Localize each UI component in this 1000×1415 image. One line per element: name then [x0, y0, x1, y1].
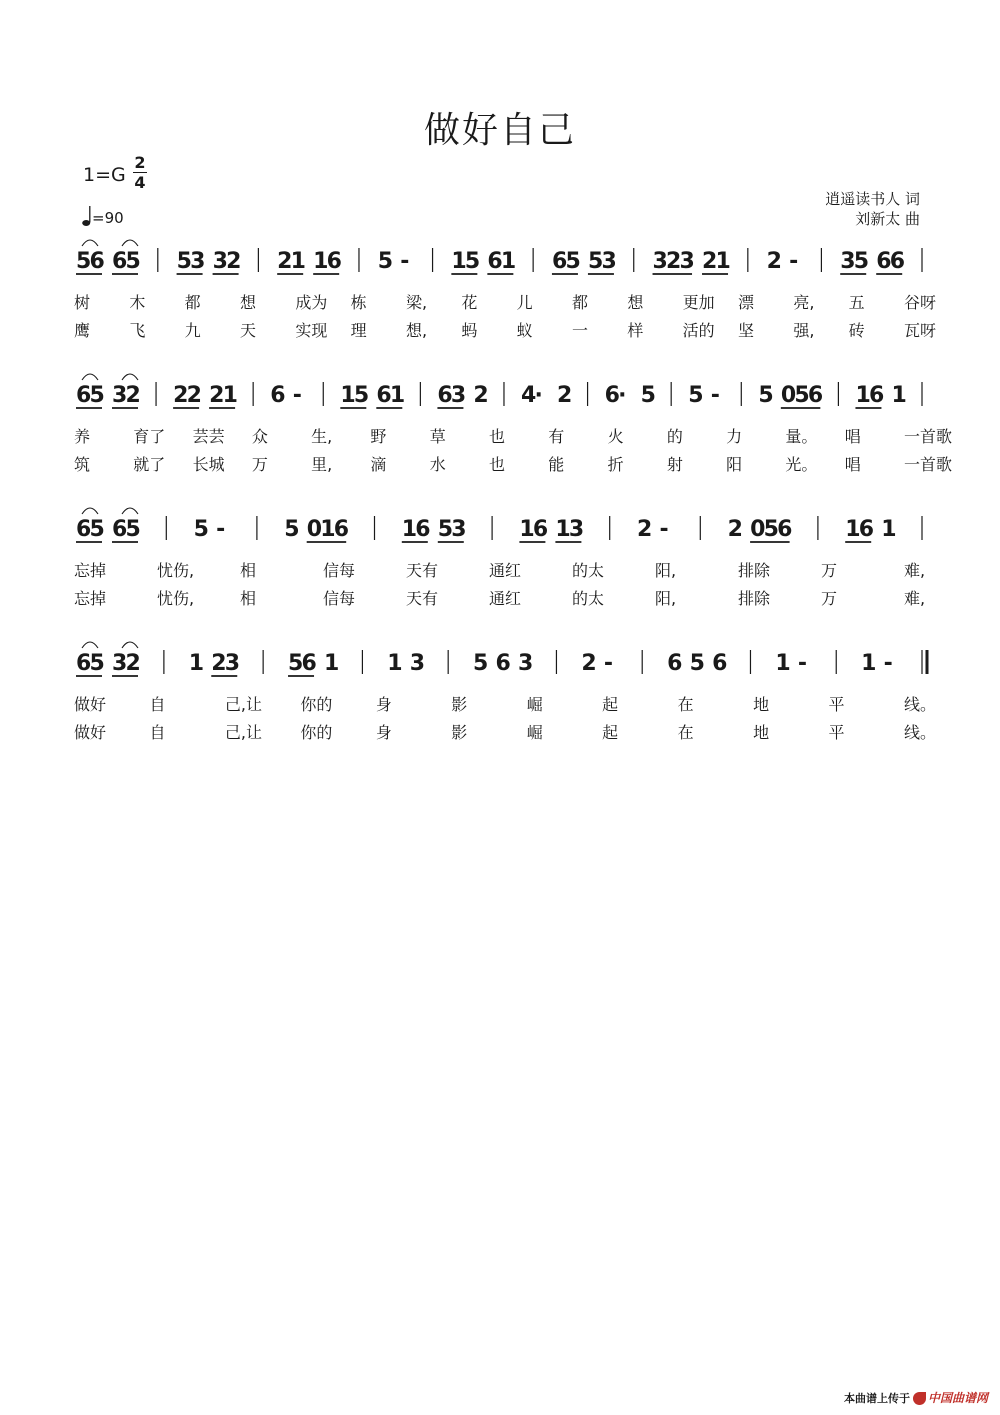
- lyric-syllable: 在: [677, 695, 694, 714]
- note-glyph: 6: [712, 651, 728, 676]
- site-logo-icon: [913, 1392, 926, 1405]
- lyric-syllable: 排除: [738, 589, 771, 608]
- note-glyph: 6: [437, 383, 453, 408]
- note-glyph: 6: [270, 383, 286, 408]
- lyric-syllable: 想: [240, 293, 257, 312]
- lyric-syllable: 崛: [526, 723, 543, 742]
- note-glyph: 5: [176, 249, 192, 274]
- note-glyph: 6: [76, 383, 92, 408]
- note-glyph: 5: [125, 249, 141, 274]
- lyric-syllable: 育了: [133, 427, 166, 446]
- lyric-syllable: 排除: [738, 561, 771, 580]
- lyric-syllable: 平: [828, 723, 845, 742]
- slur-arc: [82, 240, 98, 246]
- note-glyph: 2: [581, 651, 597, 676]
- lyric-syllable: 忘掉: [74, 589, 107, 608]
- note-glyph: 5: [89, 651, 105, 676]
- lyric-syllable: 木: [129, 293, 146, 312]
- note-glyph: 1: [891, 383, 907, 408]
- note-glyph: 6: [112, 517, 128, 542]
- lyric-syllable: 众: [251, 427, 268, 446]
- lyric-syllable: 一: [572, 321, 589, 340]
- lyric-syllable: 草: [429, 427, 446, 446]
- lyric-syllable: 也: [489, 455, 506, 474]
- note-glyph: 1: [188, 651, 205, 676]
- note-glyph: 3: [224, 651, 241, 676]
- lyric-syllable: 光。: [785, 455, 818, 474]
- note-glyph: 6: [326, 249, 342, 274]
- note-glyph: -: [400, 249, 410, 274]
- lyric-syllable: 野: [370, 427, 387, 446]
- footer-credit: [844, 1389, 988, 1406]
- note-glyph: 2: [277, 249, 293, 274]
- lyric-syllable: 相: [240, 561, 257, 580]
- lyric-syllable: 更加: [682, 293, 715, 312]
- note-glyph: 3: [601, 249, 617, 274]
- lyric-syllable: 滴: [370, 455, 387, 474]
- note-glyph: 5: [758, 383, 774, 408]
- note-glyph: -: [216, 517, 226, 542]
- note-glyph: 6: [487, 249, 503, 274]
- note-glyph: 6: [415, 517, 431, 542]
- note-glyph: 6: [876, 249, 892, 274]
- note-glyph: 3: [112, 651, 128, 676]
- slur-arc: [82, 642, 98, 648]
- note-glyph: -: [883, 651, 893, 676]
- note-glyph: 5: [353, 383, 370, 408]
- lyric-syllable: 万: [821, 561, 838, 580]
- note-glyph: 1: [500, 249, 517, 274]
- note-glyph: -: [797, 651, 807, 676]
- lyric-syllable: 有: [548, 427, 565, 446]
- note-glyph: 1: [222, 383, 238, 408]
- note-glyph: ·: [618, 383, 627, 408]
- note-glyph: 6: [777, 517, 793, 542]
- note-glyph: 3: [409, 651, 426, 676]
- lyric-syllable: 活的: [682, 321, 715, 340]
- note-glyph: 3: [112, 383, 128, 408]
- lyric-syllable: 就了: [133, 455, 166, 474]
- note-glyph: 1: [775, 651, 791, 676]
- note-glyph: 3: [451, 517, 467, 542]
- note-glyph: 3: [518, 651, 534, 676]
- note-glyph: 1: [313, 249, 329, 274]
- lyric-syllable: 的: [666, 427, 683, 446]
- lyric-syllable: 射: [666, 455, 683, 474]
- lyric-syllable: 筑: [74, 455, 91, 474]
- lyric-syllable: 地: [753, 723, 770, 742]
- key-signature: 1=G: [83, 164, 126, 186]
- slur-arc: [122, 374, 138, 380]
- lyric-syllable: 起: [602, 695, 619, 714]
- note-glyph: 2: [186, 383, 202, 408]
- note-glyph: 5: [473, 651, 489, 676]
- lyric-syllable: 谷呀: [904, 293, 937, 312]
- note-glyph: 4: [521, 383, 537, 408]
- lyric-syllable: 自: [149, 695, 166, 714]
- note-glyph: 6: [76, 651, 92, 676]
- note-glyph: 1: [855, 383, 871, 408]
- note-glyph: 3: [679, 249, 695, 274]
- lyric-syllable: 平: [828, 695, 845, 714]
- lyric-syllable: 蚁: [516, 321, 533, 340]
- lyricist-credit: 逍遥读书人 词: [825, 190, 920, 208]
- note-glyph: 5: [794, 383, 810, 408]
- lyric-syllable: 栋: [350, 293, 367, 312]
- lyric-syllable: 坚: [738, 321, 755, 340]
- note-glyph: 2: [473, 383, 489, 408]
- note-glyph: 6: [604, 383, 620, 408]
- lyric-syllable: 养: [74, 427, 91, 446]
- note-glyph: 6: [333, 517, 350, 542]
- note-glyph: 5: [587, 249, 604, 274]
- lyric-syllable: 做好: [74, 695, 107, 714]
- lyric-syllable: 地: [753, 695, 770, 714]
- note-glyph: 2: [727, 517, 743, 542]
- note-glyph: 1: [845, 517, 861, 542]
- lyric-syllable: 通红: [489, 561, 522, 580]
- note-glyph: 6: [667, 651, 683, 676]
- lyric-syllable: 身: [375, 723, 392, 742]
- lyric-syllable: 力: [726, 427, 743, 446]
- note-glyph: -: [789, 249, 799, 274]
- composer-credit: 刘新太 曲: [855, 210, 920, 228]
- note-glyph: -: [292, 383, 302, 408]
- lyric-syllable: 在: [677, 723, 694, 742]
- slur-arc: [122, 508, 138, 514]
- note-glyph: 2: [226, 249, 242, 274]
- lyric-syllable: 折: [607, 455, 624, 474]
- note-glyph: 5: [89, 517, 105, 542]
- tempo-value: =90: [92, 209, 124, 227]
- note-glyph: 2: [125, 383, 141, 408]
- lyric-syllable: 成为: [295, 293, 328, 312]
- lyric-syllable: 崛: [526, 695, 543, 714]
- lyric-syllable: 忘掉: [74, 561, 107, 580]
- note-glyph: 2: [766, 249, 782, 274]
- note-glyph: 1: [389, 383, 406, 408]
- lyric-syllable: 里,: [311, 455, 333, 474]
- lyric-syllable: 唱: [844, 455, 861, 474]
- note-glyph: 2: [557, 383, 573, 408]
- note-glyph: 1: [324, 651, 340, 676]
- note-glyph: 2: [666, 249, 682, 274]
- note-glyph: 2: [209, 383, 225, 408]
- note-glyph: 6: [112, 249, 128, 274]
- lyric-syllable: 样: [627, 321, 644, 340]
- note-glyph: 3: [450, 383, 467, 408]
- note-glyph: 5: [284, 517, 300, 542]
- lyric-syllable: 做好: [74, 723, 107, 742]
- lyric-syllable: 都: [572, 293, 589, 312]
- note-glyph: 5: [377, 249, 394, 274]
- lyric-syllable: 万: [251, 455, 268, 474]
- slur-arc: [122, 240, 138, 246]
- note-glyph: 0: [780, 383, 797, 408]
- note-glyph: -: [710, 383, 720, 408]
- lyric-syllable: 树: [74, 293, 91, 312]
- lyric-syllable: 通红: [489, 589, 522, 608]
- note-glyph: 6: [376, 383, 392, 408]
- lyric-syllable: 蚂: [461, 321, 478, 340]
- lyric-syllable: 亮,: [793, 293, 815, 312]
- lyric-syllable: 身: [375, 695, 392, 714]
- note-glyph: 1: [387, 651, 403, 676]
- lyric-syllable: 阳: [726, 455, 743, 474]
- note-glyph: 2: [637, 517, 653, 542]
- lyric-syllable: 线。: [904, 723, 937, 742]
- note-glyph: 1: [715, 249, 731, 274]
- note-glyph: -: [659, 517, 669, 542]
- note-glyph: 5: [288, 651, 304, 676]
- lyric-syllable: 五: [848, 293, 865, 312]
- note-glyph: ·: [534, 383, 543, 408]
- slur-arc: [82, 374, 98, 380]
- lyric-syllable: 阳,: [655, 561, 677, 580]
- lyric-syllable: 的太: [572, 561, 605, 580]
- time-signature-bottom: 4: [134, 173, 146, 192]
- lyric-syllable: 火: [607, 427, 624, 446]
- note-glyph: 2: [211, 651, 227, 676]
- note-glyph: 1: [519, 517, 535, 542]
- note-glyph: 0: [750, 517, 766, 542]
- note-glyph: 6: [532, 517, 549, 542]
- lyric-syllable: 己,让: [224, 723, 263, 742]
- lyric-syllable: 影: [451, 695, 468, 714]
- lyric-syllable: 长城: [192, 455, 225, 474]
- note-glyph: 5: [853, 249, 870, 274]
- note-glyph: 5: [437, 517, 454, 542]
- note-glyph: 1: [320, 517, 336, 542]
- lyric-syllable: 自: [149, 723, 166, 742]
- note-glyph: 2: [173, 383, 189, 408]
- note-glyph: 1: [861, 651, 877, 676]
- lyric-syllable: 你的: [300, 695, 333, 714]
- lyric-syllable: 想,: [406, 321, 428, 340]
- note-glyph: -: [603, 651, 613, 676]
- note-glyph: 5: [689, 651, 705, 676]
- lyric-syllable: 儿: [516, 293, 533, 312]
- lyric-syllable: 强,: [793, 321, 815, 340]
- note-glyph: 6: [89, 249, 105, 274]
- lyric-syllable: 也: [489, 427, 506, 446]
- song-title: 做好自己: [423, 110, 576, 151]
- lyric-syllable: 梁,: [406, 293, 428, 312]
- note-glyph: 5: [464, 249, 481, 274]
- lyric-syllable: 想: [627, 293, 644, 312]
- lyric-syllable: 线。: [904, 695, 937, 714]
- lyric-syllable: 鹰: [74, 321, 91, 340]
- note-glyph: 3: [190, 249, 206, 274]
- note-glyph: 2: [702, 249, 718, 274]
- note-glyph: 6: [301, 651, 317, 676]
- note-glyph: 5: [76, 249, 92, 274]
- lyric-syllable: 砖: [848, 321, 865, 340]
- lyric-syllable: 难,: [904, 561, 926, 580]
- lyric-syllable: 能: [548, 455, 565, 474]
- note-glyph: 1: [451, 249, 467, 274]
- note-glyph: 1: [555, 517, 571, 542]
- note-glyph: 6: [76, 517, 92, 542]
- lyric-syllable: 瓦呀: [904, 321, 937, 340]
- lyric-syllable: 飞: [129, 321, 146, 340]
- lyric-syllable: 一首歌: [904, 427, 953, 446]
- footer-site-name: 中国曲谱网: [927, 1391, 988, 1405]
- note-glyph: 3: [568, 517, 585, 542]
- lyric-syllable: 理: [350, 321, 367, 340]
- note-glyph: 0: [306, 517, 323, 542]
- slur-arc: [122, 642, 138, 648]
- note-glyph: 6: [495, 651, 511, 676]
- lyric-syllable: 己,让: [224, 695, 263, 714]
- note-glyph: 6: [807, 383, 824, 408]
- lyric-syllable: 天: [240, 321, 257, 340]
- note-glyph: 5: [125, 517, 141, 542]
- lyric-syllable: 起: [602, 723, 619, 742]
- lyric-syllable: 九: [184, 321, 201, 340]
- lyric-syllable: 万: [821, 589, 838, 608]
- note-glyph: 5: [89, 383, 105, 408]
- note-glyph: 5: [565, 249, 581, 274]
- lyric-syllable: 一首歌: [904, 455, 953, 474]
- lyric-syllable: 漂: [738, 293, 755, 312]
- lyric-syllable: 芸芸: [192, 427, 225, 446]
- note-glyph: 5: [640, 383, 656, 408]
- note-glyph: 6: [551, 249, 568, 274]
- lyric-syllable: 生,: [311, 427, 333, 446]
- lyric-syllable: 天有: [406, 589, 439, 608]
- lyric-syllable: 实现: [295, 321, 328, 340]
- note-glyph: 1: [340, 383, 356, 408]
- lyric-syllable: 阳,: [655, 589, 677, 608]
- lyric-syllable: 信每: [323, 561, 356, 580]
- slur-arc: [82, 508, 98, 514]
- note-glyph: 3: [212, 249, 228, 274]
- note-glyph: 5: [193, 517, 209, 542]
- note-glyph: 1: [401, 517, 418, 542]
- note-glyph: 1: [881, 517, 897, 542]
- lyric-syllable: 忧伤,: [157, 589, 195, 608]
- lyric-syllable: 影: [451, 723, 468, 742]
- note-glyph: 3: [652, 249, 668, 274]
- footer-prefix: 本曲谱上传于: [843, 1392, 910, 1405]
- note-glyph: 5: [763, 517, 779, 542]
- lyric-syllable: 相: [240, 589, 257, 608]
- lyric-syllable: 都: [184, 293, 201, 312]
- note-glyph: 5: [688, 383, 704, 408]
- note-glyph: 2: [125, 651, 141, 676]
- note-glyph: 6: [858, 517, 875, 542]
- note-glyph: 6: [889, 249, 906, 274]
- note-glyph: 3: [840, 249, 856, 274]
- lyric-syllable: 的太: [572, 589, 605, 608]
- note-glyph: 6: [868, 383, 885, 408]
- time-signature-top: 2: [134, 153, 146, 172]
- lyric-syllable: 天有: [406, 561, 439, 580]
- lyric-syllable: 水: [429, 455, 446, 474]
- lyric-syllable: 难,: [904, 589, 926, 608]
- lyric-syllable: 花: [461, 293, 478, 312]
- lyric-syllable: 信每: [323, 589, 356, 608]
- note-glyph: 1: [290, 249, 306, 274]
- lyric-syllable: 唱: [844, 427, 861, 446]
- lyric-syllable: 忧伤,: [157, 561, 195, 580]
- lyric-syllable: 量。: [785, 427, 818, 446]
- lyric-syllable: 你的: [300, 723, 333, 742]
